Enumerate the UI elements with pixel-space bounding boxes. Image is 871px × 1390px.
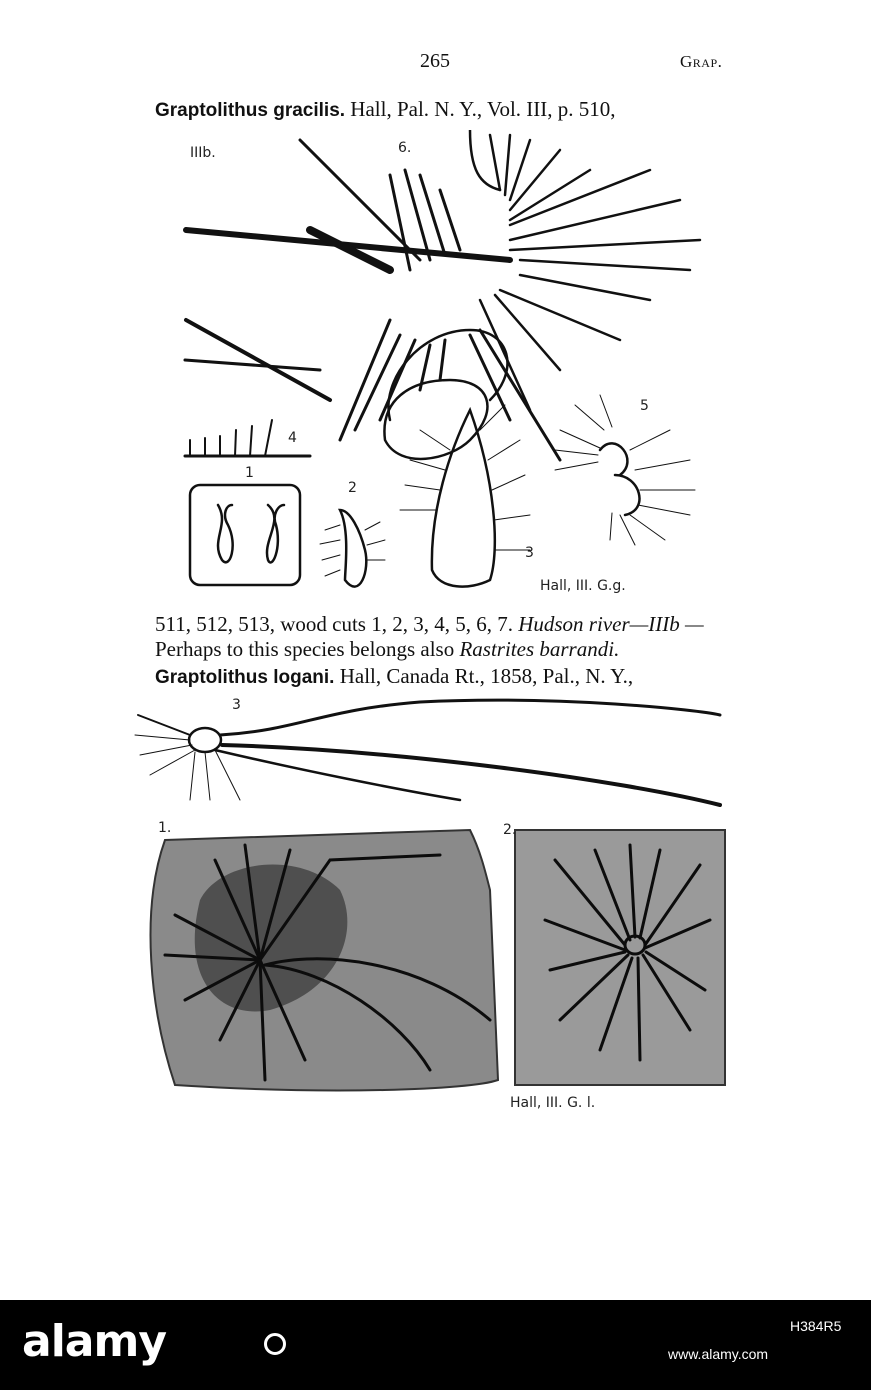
species-title-logani: Graptolithus logani.	[155, 667, 335, 688]
stock-image-id: H384R5	[790, 1318, 842, 1334]
species-entry-gracilis	[155, 97, 616, 122]
page-number: 265	[420, 50, 450, 72]
label-fig3: 3	[525, 545, 534, 561]
species-entry-gracilis-cont	[155, 612, 704, 637]
brand-logo-icon	[264, 1333, 286, 1355]
note-species: Rastrites barrandi.	[459, 637, 620, 661]
label-fig6: 6.	[398, 140, 412, 156]
species-title-gracilis: Graptolithus gracilis.	[155, 100, 346, 121]
label-logani-fig2: 2.	[503, 822, 517, 838]
label-fig2: 2	[348, 480, 357, 496]
label-fig4: 4	[288, 430, 297, 446]
figure-credit-gracilis: Hall, III. G.g.	[540, 578, 626, 594]
label-fig1: 1	[245, 465, 254, 481]
figure-logani-drawing	[0, 690, 871, 1110]
figure-gracilis-drawing	[0, 130, 871, 590]
running-head: Grap.	[680, 52, 723, 71]
label-logani-fig3: 3	[232, 697, 241, 713]
citation-continuation: 511, 512, 513, wood cuts 1, 2, 3, 4, 5, 6, 7.	[155, 612, 513, 636]
note-prefix: Perhaps to this species belongs also	[155, 637, 455, 661]
label-formation: IIIb.	[190, 145, 216, 161]
species-citation-logani: Hall, Canada Rt., 1858, Pal., N. Y.,	[339, 664, 634, 688]
watermark-brand: alamy	[22, 1316, 166, 1367]
species-entry-logani	[155, 664, 633, 689]
stock-url: www.alamy.com	[668, 1346, 769, 1362]
figure-credit-logani: Hall, III. G. l.	[510, 1095, 596, 1111]
species-note	[155, 637, 619, 662]
label-fig5: 5	[640, 398, 649, 414]
locality: Hudson river—IIIb —	[518, 612, 704, 636]
species-citation-gracilis: Hall, Pal. N. Y., Vol. III, p. 510,	[350, 97, 616, 121]
label-logani-fig1: 1.	[158, 820, 172, 836]
